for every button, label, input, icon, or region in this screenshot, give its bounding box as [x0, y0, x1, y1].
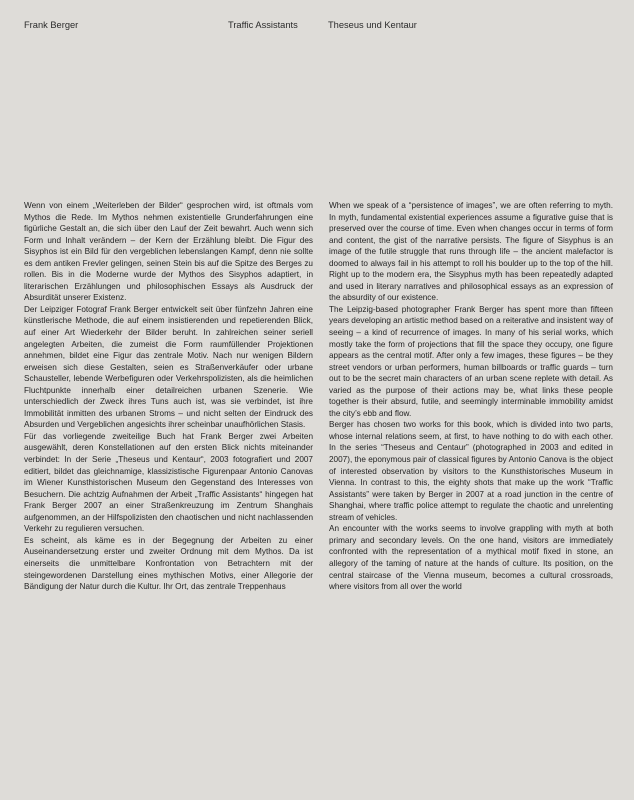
paragraph: Berger has chosen two works for this book, which is divided into two parts, whose internal relations seem, at first, to have nothing to do with each other. In the series “Theseus and Centaur” (photographed in 2003 and edited in 2007), the eponymous pair of classical figures by Antonio Canova is the object of interested observation by visitors to the Kunsthistorisches Museum in Vienna. In contrast to this, the eighty shots that make up the work “Traffic Assistants” were taken by Berger in 2007 at a road junction in the centre of Shanghai, where traffic police attempt to regulate the chaotic and unrelenting stream of vehicles. [329, 420, 613, 522]
page-header [24, 20, 610, 34]
paragraph: An encounter with the works seems to involve grappling with myth at both primary and secondary levels. On the one hand, visitors are immediately confronted with the representation of a mythical motif fixed in stone, an allegory of the taming of nature at the hands of culture. Its position, on the central staircase of the Vienna museum, becomes a cultural crossroads, where visitors from all over the world [329, 524, 613, 592]
german-text-column [24, 200, 313, 593]
english-text-column [329, 200, 613, 593]
title-english: Traffic Assistants [228, 20, 298, 30]
paragraph: Für das vorliegende zweiteilige Buch hat Frank Berger zwei Arbeiten ausgewählt, deren Konstellationen auf den ersten Blick nichts miteinander verbindet: In der Serie „Theseus und Kentaur“, 2003 fotografiert und 2007 editiert, bildet das gleichnamige, klassizistische Figurenpaar Antonio Canovas im Wiener Kunsthistorischen Museum den Gegenstand des Interesses von Besuchern. Die achtzig Aufnahmen der Arbeit „Traffic Assistants“ hingegen hat Frank Berger 2007 an einer Straßenkreuzung im Zentrum Shanghais aufgenommen, an der Hilfspolizisten den chaotischen und nicht nachlassenden Verkehr zu regulieren versuchen. [24, 431, 313, 534]
paragraph: Der Leipziger Fotograf Frank Berger entwickelt seit über fünfzehn Jahren eine künstlerische Methode, die auf einem insistierenden und repetierenden Blick, auf einer Art Wiederkehr der Bilder beruht. In zahlreichen seiner seriell angelegten Arbeiten, die zumeist die Form raumfüllender Projektionen annehmen, bildet eine Figur das zentrale Motiv. Nach nur wenigen Bildern erweisen sich diese Gestalten, seien es Straßenverkäufer oder urbane Schausteller, lebende Werbefiguren oder Verkehrspolizisten, als die heimlichen Fluchtpunkte innerhalb einer detailreichen urbanen Szenerie. Wie unterschiedlich der Zweck ihres Tuns auch ist, was sie verbindet, ist ihre Immobilität inmitten des urbanen Stroms – und nicht selten der Eindruck des Absurden und Vergeblichen angesichts ihrer scheinbar unaufhörlichen Stasis. [24, 304, 313, 430]
title-german: Theseus und Kentaur [328, 20, 417, 30]
paragraph: The Leipzig-based photographer Frank Berger has spent more than fifteen years developing an artistic method based on a reiterative and insistent way of seeing – a kind of recurrence of images. In many of his serial works, which mostly take the form of projections that fill the space they occupy, one figure appears as the central motif. After only a few images, these figures – be they street vendors or urban performers, human billboards or traffic guards – turn out to be the secret main characters of an urban scene replete with detail. As varied as the purpose of their actions may be, what links these people together is their absurd, futile, and seemingly interminable immobility amidst the city’s ebb and flow. [329, 304, 613, 418]
author-name: Frank Berger [24, 20, 79, 30]
paragraph: When we speak of a “persistence of images”, we are often referring to myth. In myth, fundamental existential experiences assume a figurative guise that is preserved over the course of time. Even when changes occur in terms of form and content, the gist of the narrative persists. The figure of Sisyphus is an image of the futile struggle that runs through life – the ancient malefactor is doomed to always fail in his attempt to roll his boulder up to the top of the hill. Right up to the modern era, the Sisyphus myth has been repeatedly adapted and used in literary narratives and philosophical essays as an expression of the absurdity of our existence. [329, 201, 613, 303]
paragraph: Es scheint, als käme es in der Begegnung der Arbeiten zu einer Auseinandersetzung erster und zweiter Ordnung mit dem Mythos. Da ist einerseits die unmittelbare Konfrontation von Betrachtern mit der steingewordenen Darstellung eines mythischen Motivs, einer Allegorie der Bändigung der Natur durch die Kultur. Ihr Ort, das zentrale Treppenhaus [24, 535, 313, 592]
paragraph: Wenn von einem „Weiterleben der Bilder“ gesprochen wird, ist oftmals vom Mythos die Rede. Im Mythos nehmen existentielle Grunderfahrungen eine figürliche Gestalt an, die sich über den Lauf der Zeit bewahrt. Auch wenn sich Form und Inhalt verändern – der Kern der Erzählung bleibt. Die Figur des Sisyphos ist ein Bild für den vergeblichen lebenslangen Kampf, denn nie sollte es dem antiken Frevler gelingen, seinen Stein bis auf die Spitze des Berges zu rollen. Bis in die Moderne wurde der Mythos des Sisyphos adaptiert, in literarischen Erzählungen und philosophischen Essays als Ausdruck der Absurdität unserer Existenz. [24, 201, 313, 303]
